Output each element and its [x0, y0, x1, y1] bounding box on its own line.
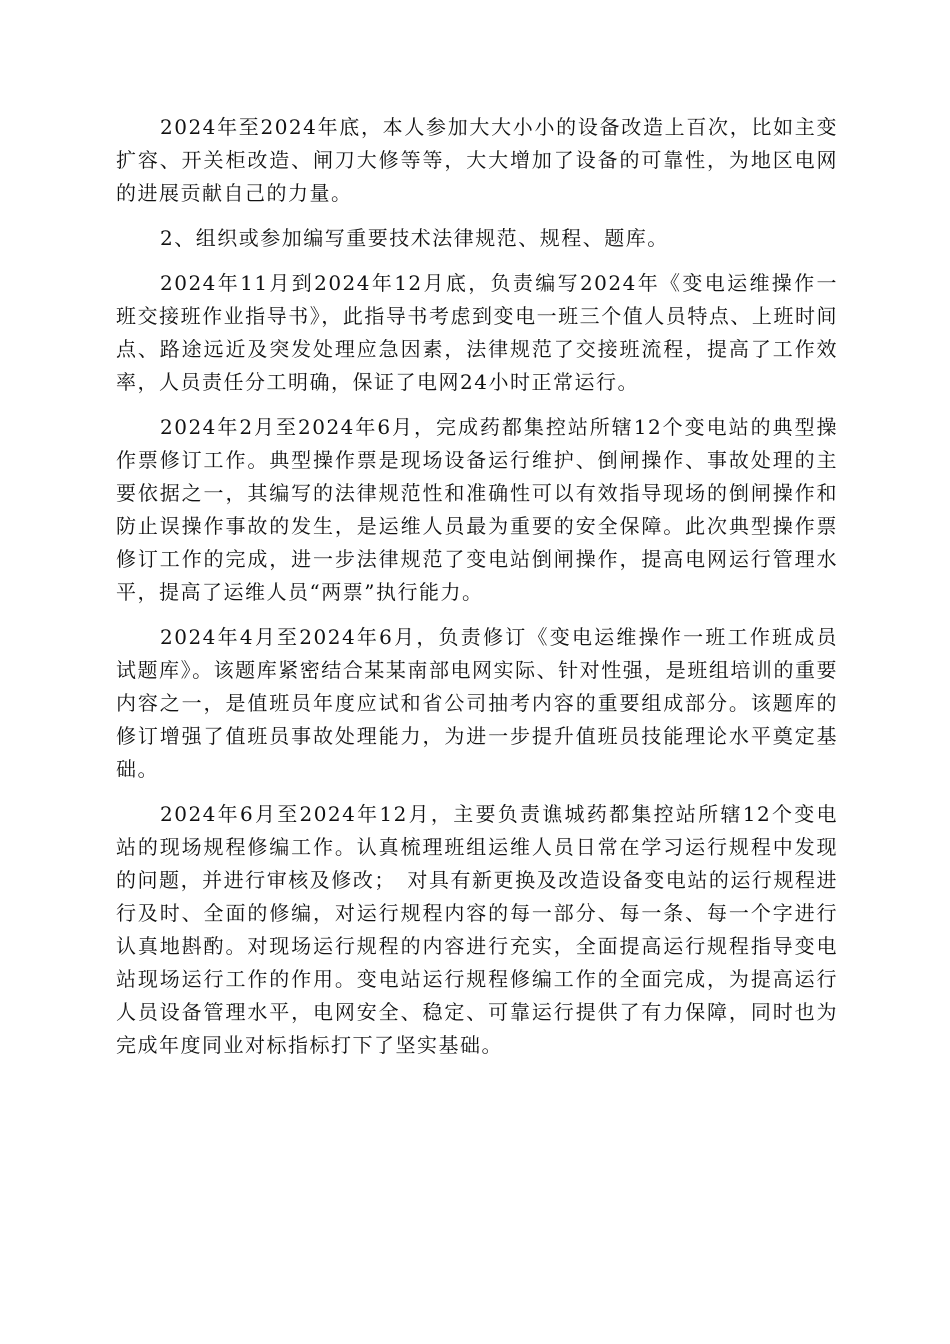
- paragraph-question-bank: 2024年4月至2024年6月，负责修订《变电运维操作一班工作班成员试题库》。该题库紧密结合某某南部电网实际、针对性强，是班组培训的重要内容之一，是值班员年度应试和省公司抽考内容的重要组成部分。该题库的修订增强了值班员事故处理能力，为进一步提升值班员技能理论水平奠定基础。: [116, 625, 838, 781]
- document-body: [116, 111, 838, 1074]
- paragraph-section-heading: 2、组织或参加编写重要技术法律规范、规程、题库。: [160, 226, 669, 250]
- paragraph-equipment-upgrades: 2024年至2024年底，本人参加大大小小的设备改造上百次，比如主变扩容、开关柜改造、闸刀大修等等，大大增加了设备的可靠性，为地区电网的进展贡献自己的力量。: [116, 115, 838, 205]
- paragraph-handover-guide: 2024年11月到2024年12月底，负责编写2024年《变电运维操作一班交接班作业指导书》，此指导书考虑到变电一班三个值人员特点、上班时间点、路途远近及突发处理应急因素，法律规范了交接班流程，提高了工作效率，人员责任分工明确，保证了电网24小时正常运行。: [116, 271, 838, 394]
- paragraph-operation-tickets: 2024年2月至2024年6月，完成药都集控站所辖12个变电站的典型操作票修订工作。典型操作票是现场设备运行维护、倒闸操作、事故处理的主要依据之一，其编写的法律规范性和准确性可以有效指导现场的倒闸操作和防止误操作事故的发生，是运维人员最为重要的安全保障。此次典型操作票修订工作的完成，进一步法律规范了变电站倒闸操作，提高电网运行管理水平，提高了运维人员“两票”执行能力。: [116, 415, 838, 604]
- paragraph-site-regulations: 2024年6月至2024年12月，主要负责谯城药都集控站所辖12个变电站的现场规程修编工作。认真梳理班组运维人员日常在学习运行规程中发现的问题，并进行审核及修改； 对具有新更换及改造设备变电站的运行规程进行及时、全面的修编，对运行规程内容的每一部分、每一条、每一个字进行认真地斟酌。对现场运行规程的内容进行充实，全面提高运行规程指导变电站现场运行工作的作用。变电站运行规程修编工作的全面完成，为提高运行人员设备管理水平，电网安全、稳定、可靠运行提供了有力保障，同时也为完成年度同业对标指标打下了坚实基础。: [116, 802, 838, 1057]
